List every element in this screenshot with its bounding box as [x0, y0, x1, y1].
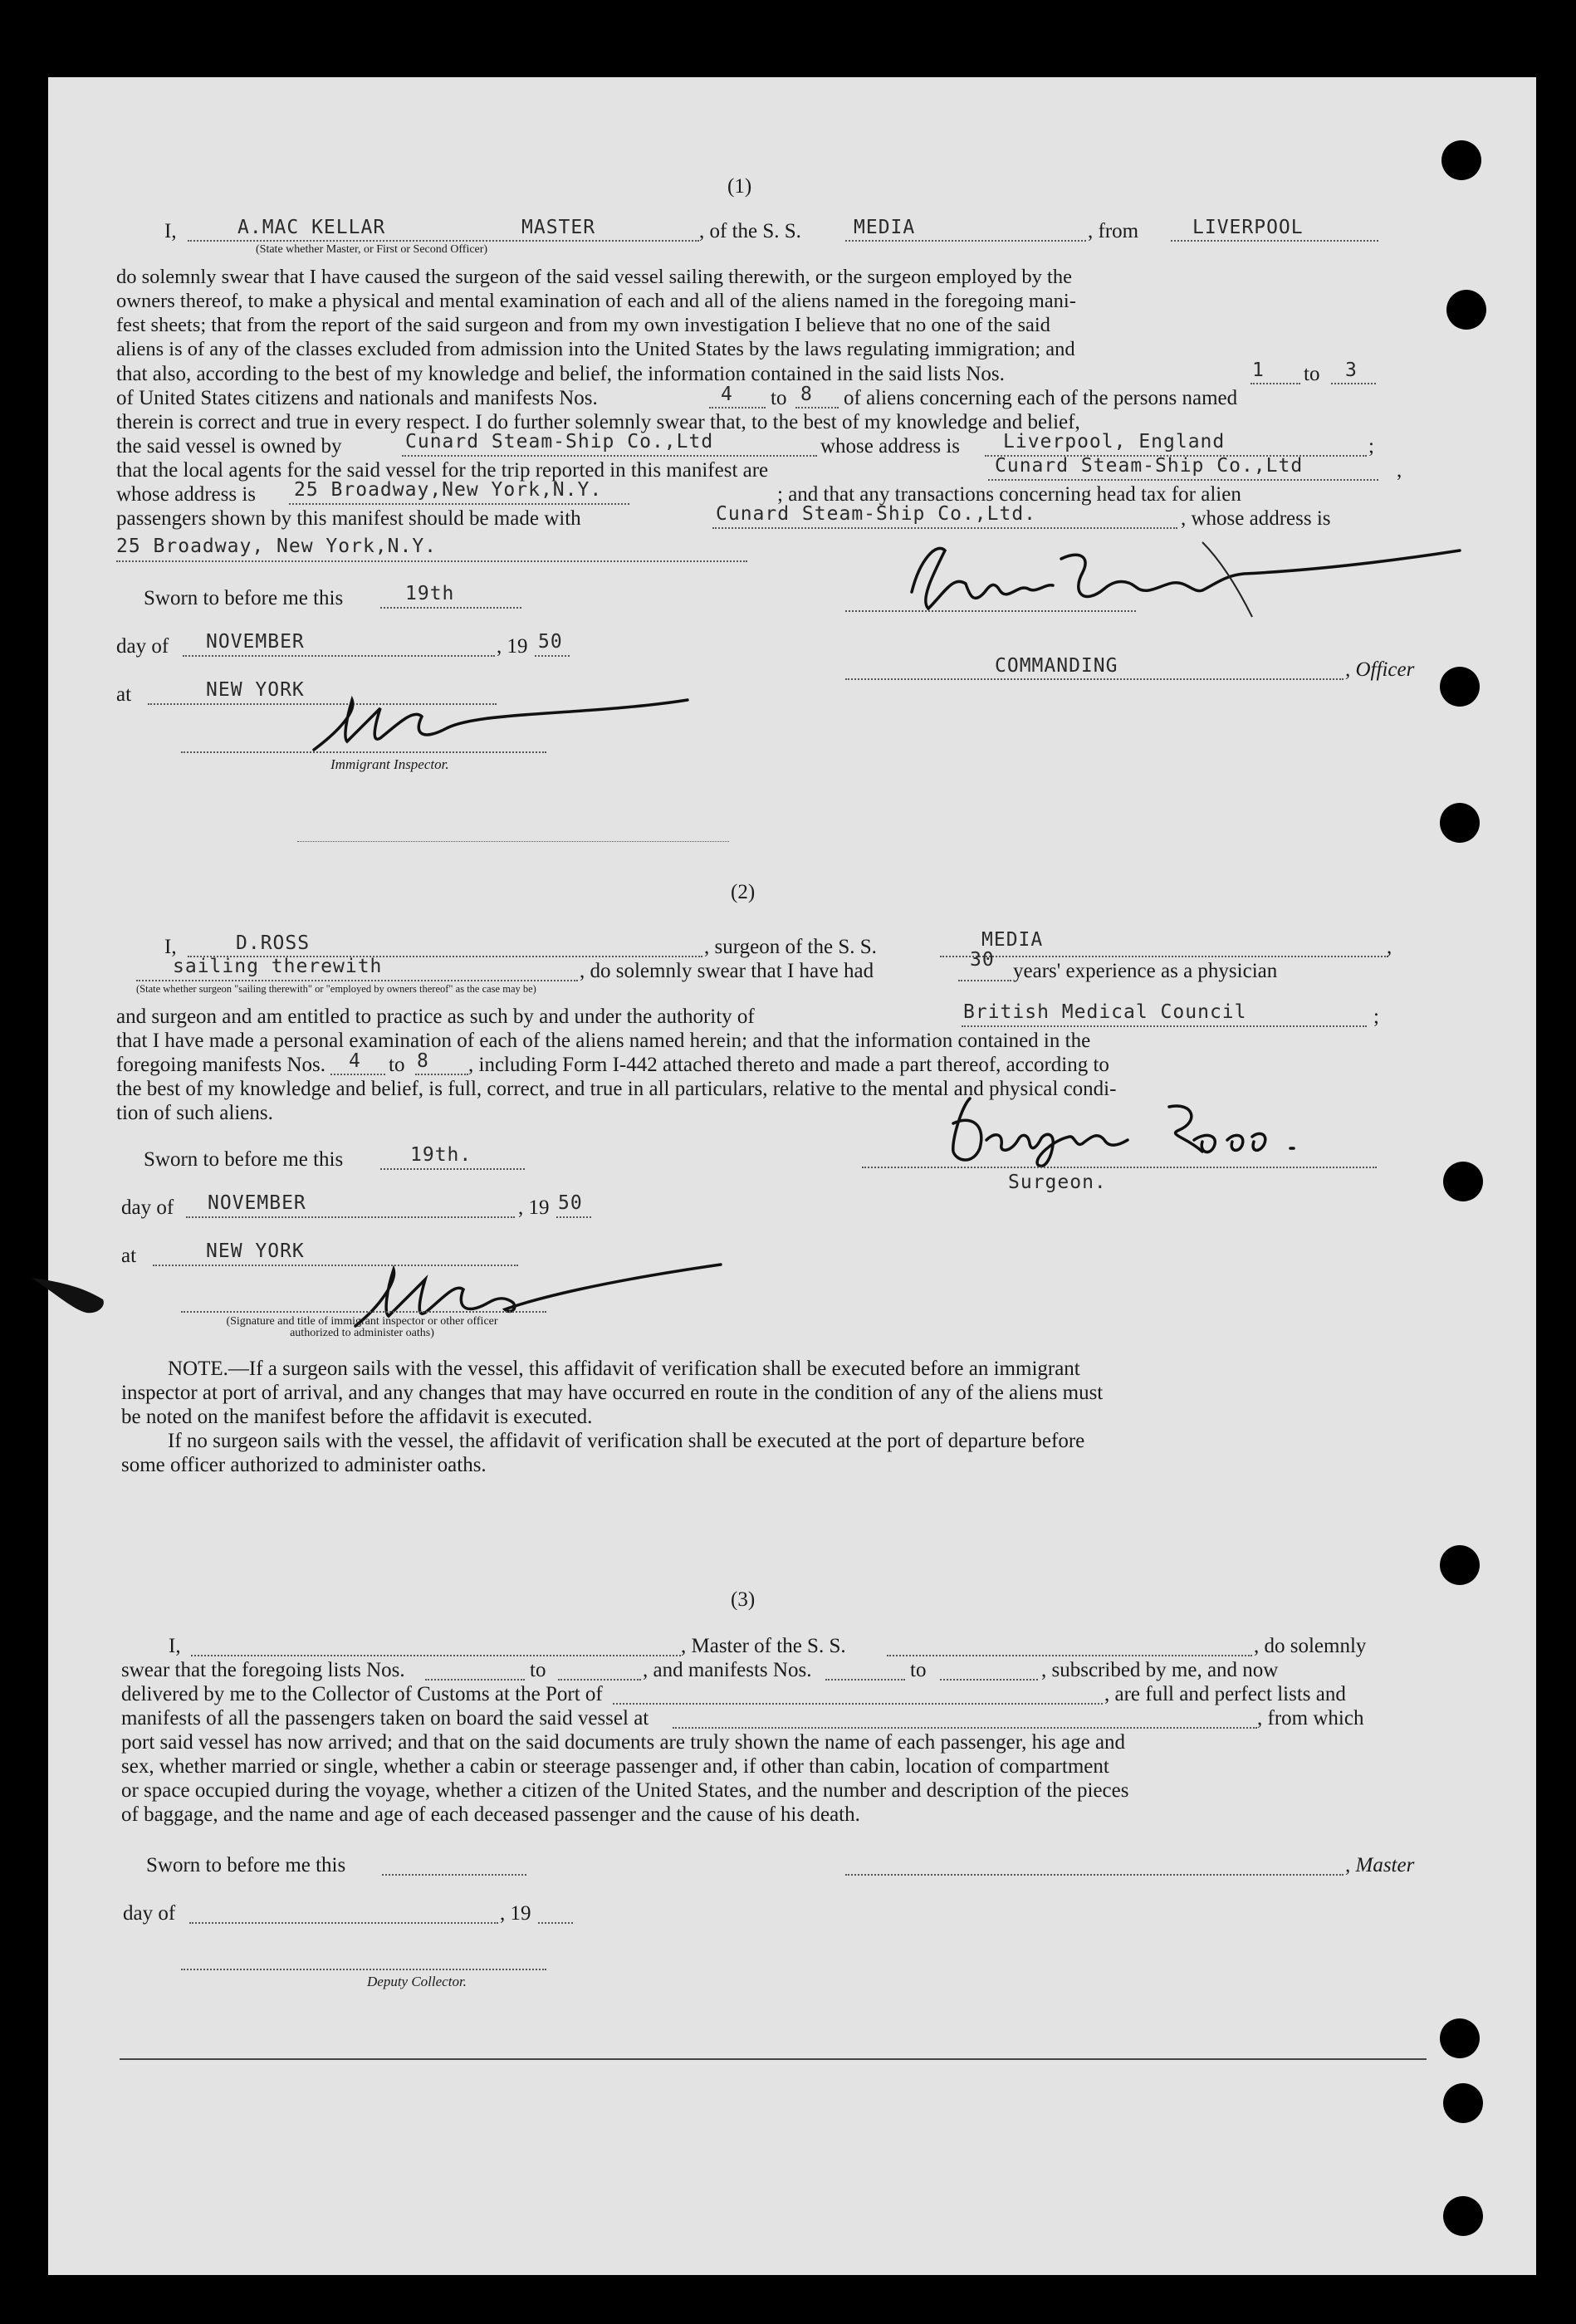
punch-hole	[1440, 1545, 1480, 1585]
medical-authority: British Medical Council	[963, 1001, 1247, 1023]
lists-to: 3	[1345, 360, 1358, 381]
sworn-day-1: 19th	[405, 583, 455, 604]
punch-hole	[1440, 2018, 1480, 2058]
note-line-1: NOTE.—If a surgeon sails with the vessel, this affidavit of verification shall be executed before an immigrant	[168, 1358, 1080, 1380]
lists-from: 1	[1252, 360, 1265, 381]
from-label: , from	[1088, 220, 1139, 242]
section-2-number: (2)	[731, 881, 756, 903]
local-agents: Cunard Steam-Ship Co.,Ltd	[995, 455, 1304, 477]
punch-hole	[1440, 667, 1480, 707]
master-signature	[887, 526, 1485, 634]
punch-hole	[1446, 290, 1486, 330]
ink-blot	[23, 1270, 115, 1319]
sworn-day-2: 19th.	[410, 1144, 472, 1166]
section-1-number: (1)	[727, 175, 752, 198]
punch-hole	[1443, 2083, 1483, 2123]
rank-hint: (State whether Master, or First or Second Officer)	[256, 243, 488, 256]
surgeon-name: D.ROSS	[236, 932, 311, 954]
owner-address: Liverpool, England	[1003, 431, 1226, 453]
section-1-prefix: I,	[164, 220, 177, 242]
years-experience: 30	[970, 949, 995, 971]
of-the-ss-label: , of the S. S.	[699, 220, 801, 242]
section-1-body: do solemnly swear that I have caused the surgeon of the said vessel sailing therewith, or the surgeon employed by the owners thereof, to make a physical and mental examination of each and all of the aliens named in the foregoing mani- fest sheets; that from the report of the said surgeon and from my own investigation I believe that no one of the said aliens is of any of the classes excluded from admission into the United States by the laws regulating immigration; and	[116, 266, 1076, 360]
surgeon-manifests-from: 4	[349, 1050, 361, 1072]
headtax-party: Cunard Steam-Ship Co.,Ltd.	[716, 503, 1037, 525]
surgeon-status: sailing therewith	[173, 956, 383, 977]
sworn-year-2: 50	[558, 1192, 583, 1214]
agents-address: 25 Broadway,New York,N.Y.	[294, 479, 603, 501]
sworn-place-1: NEW YORK	[206, 679, 305, 701]
section-3-number: (3)	[731, 1588, 756, 1611]
surgeon-manifests-to: 8	[417, 1050, 429, 1072]
master-name: A.MAC KELLAR	[237, 217, 386, 238]
surgeon-signature	[920, 1082, 1368, 1173]
departure-port: LIVERPOOL	[1192, 217, 1304, 238]
sworn-year-1: 50	[538, 631, 563, 653]
sworn-place-2: NEW YORK	[206, 1240, 305, 1262]
owner-name: Cunard Steam-Ship Co.,Ltd	[405, 431, 714, 453]
punch-hole	[1443, 1162, 1483, 1201]
punch-hole	[1440, 803, 1480, 843]
document-page: (1) I, A.MAC KELLAR MASTER , of the S. S. MEDIA , from LIVERPOOL (State whether Master, or First or Second Officer) do solemnly swear that I have caused the surgeon of the said vessel sailing therewith, or the surgeon employed by the owners thereof, to make a physical and mental examination of each and all of the aliens named in the foregoing mani- fest sheets; that from the report of the said surgeon and from my own investigation I believe that no one of the said aliens is of any of the classes excluded from admission into the United States by the laws regulating immigration; and that also, according to the best of my knowledge and belief, the information contained in the said lists Nos. 1 to 3 of United States citizens and nationals and manifests Nos. 4 to 8 of aliens concerning each of the persons named therein is correct and true in every respect. I do further solemnly swear that, to the best of my knowledge and belief, the said vessel is owned by Cunard Steam-Ship Co.,Ltd whose address is Liverpool, England ; that the local agents for the said vessel for the trip reported in this manifest are Cunard Steam-Ship Co.,Ltd , whose address is 25 Broadway,New York,N.Y. ; and that any transactions concerning head tax for alien passengers shown by this manifest should be made with Cunard Steam-Ship Co.,Ltd. , whose address is 25 Broadway, New York,N.Y. Sworn to before me this 19th day of NOVEMBER , 19 50 COMMANDING , Officer at NEW YORK Immigrant Inspector. (2) I, D.ROSS , surgeon of the S. S. MEDIA , sailing therewith , do solemnly swear that I have had 30 years' experience as a physician (State whether surgeon "sailing therewith" or "employed by owners thereof" as the case may be) and surgeon and am entitled to practice as such by and under the authority of British Medical Council ; that I have made a personal examination of each of the aliens named herein; and that the information contained in the foregoing manifests Nos. 4 to 8 , including Form I-442 attached thereto and made a part thereof, according to the best of my knowledge and belief, is full, correct, and true in all particulars, relative to the mental and physical condi- tion of such aliens. Surgeon. Sworn to before me this 19th. day of NOVEMBER , 19 50 at NEW YORK (Signature and title of immigrant inspector or other officer authorized to administer oaths) NOTE.—If a surgeon sails with the vessel, this affidavit of verification shall be executed before an immigrant inspector at port of arrival, and any changes that may have occurred en route in the condition of any of the aliens must be noted on the manifest before the affidavit is executed. If no surgeon sails with the vessel, the affidavit of verification shall be executed at the port of departure before some officer authorized to administer oaths. (3) I, , Master of the S. S. , do solemnly swear that the foregoing lists Nos. to , and manifests Nos. to , subscribed by me, and now delivered by me to the Collector of Customs at the Port of , are full and perfect lists and manifests of all the passengers taken on board the said vessel at , from which port said vessel has now arrived; and that on the said documents are truly shown the name of each passenger, his age and sex, whether married or single, whether a cabin or steerage passenger and, if other than cabin, location of compartment or space occupied during the voyage, whether a citizen of the United States, and the number and description of the pieces of baggage, and the name and age of each deceased passenger and the cause of his death. Sworn to before me this , Master day of , 19 Deputy Collector.	[48, 77, 1536, 2275]
surgeon-ship: MEDIA	[981, 929, 1044, 951]
headtax-address: 25 Broadway, New York,N.Y.	[116, 536, 438, 557]
master-rank: MASTER	[521, 217, 596, 238]
manifests-to: 8	[800, 384, 813, 405]
surgeon-hint: (State whether surgeon "sailing therewith" or "employed by owners thereof" as the case may be)	[136, 983, 536, 995]
collector-label: Deputy Collector.	[367, 1974, 467, 1989]
punch-hole	[1443, 2196, 1483, 2236]
inspector-hint-2: (Signature and title of immigrant inspector or other officer authorized to administer oaths)	[226, 1315, 498, 1339]
sworn-month-1: NOVEMBER	[206, 631, 305, 653]
sworn-month-2: NOVEMBER	[208, 1192, 306, 1214]
inspector-signature-1	[297, 692, 696, 758]
ship-name: MEDIA	[854, 217, 916, 238]
manifests-from: 4	[721, 384, 733, 405]
officer-title: COMMANDING	[995, 655, 1118, 677]
surgeon-title: Surgeon.	[1008, 1172, 1107, 1193]
punch-hole	[1441, 140, 1481, 180]
inspector-label-1: Immigrant Inspector.	[330, 756, 449, 772]
